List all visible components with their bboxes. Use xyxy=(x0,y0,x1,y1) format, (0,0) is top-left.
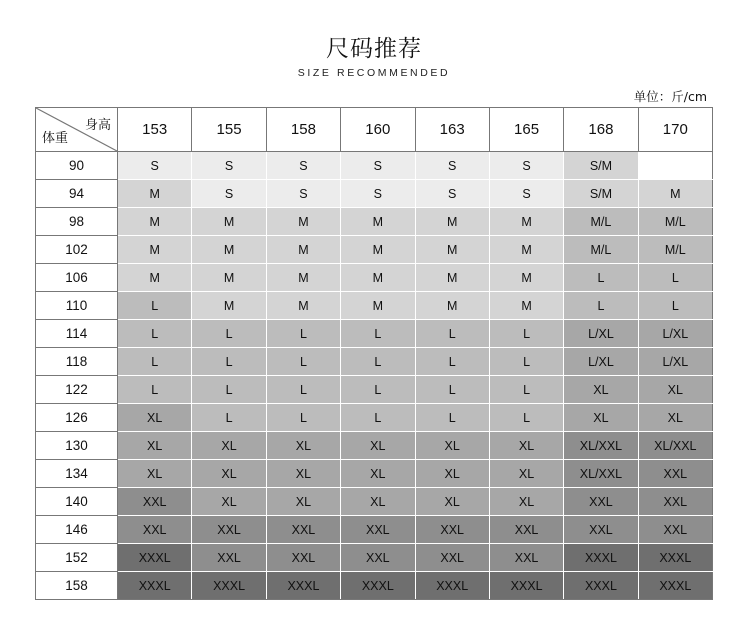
table-row xyxy=(36,432,713,460)
size-cell: S/M xyxy=(564,152,638,180)
size-cell: XXXL xyxy=(564,572,638,600)
size-cell: XL xyxy=(341,488,415,516)
size-cell: S xyxy=(192,152,266,180)
size-cell: M/L xyxy=(564,208,638,236)
size-cell: XL/XXL xyxy=(564,460,638,488)
size-cell: L xyxy=(266,348,340,376)
height-header-cell: 155 xyxy=(192,108,266,152)
size-cell: XL/XXL xyxy=(564,432,638,460)
size-cell: XL xyxy=(489,488,563,516)
size-cell: M xyxy=(341,264,415,292)
size-cell: XXL xyxy=(638,516,712,544)
size-cell: S xyxy=(489,180,563,208)
size-cell: XXL xyxy=(341,516,415,544)
table-row xyxy=(36,208,713,236)
size-cell: L xyxy=(192,376,266,404)
size-cell: L xyxy=(118,348,192,376)
table-row xyxy=(36,320,713,348)
size-cell: XXL xyxy=(638,460,712,488)
table-row xyxy=(36,292,713,320)
size-cell: XXXL xyxy=(564,544,638,572)
size-cell: M xyxy=(266,292,340,320)
size-cell: L xyxy=(118,320,192,348)
weight-cell: 130 xyxy=(36,432,118,460)
size-cell: XXL xyxy=(489,516,563,544)
size-cell: M xyxy=(341,292,415,320)
weight-cell: 126 xyxy=(36,404,118,432)
weight-cell: 90 xyxy=(36,152,118,180)
size-cell: L xyxy=(489,404,563,432)
size-cell: L xyxy=(266,320,340,348)
size-cell: S xyxy=(489,152,563,180)
size-cell: M xyxy=(118,208,192,236)
size-cell: L xyxy=(415,376,489,404)
size-cell: L xyxy=(415,348,489,376)
size-cell: M xyxy=(118,264,192,292)
size-cell: M xyxy=(118,180,192,208)
size-cell: L xyxy=(638,264,712,292)
size-cell: M xyxy=(192,236,266,264)
size-cell: XL xyxy=(192,488,266,516)
size-cell: XL xyxy=(564,376,638,404)
size-cell: L/XL xyxy=(638,320,712,348)
size-cell: XL xyxy=(415,488,489,516)
table-row xyxy=(36,264,713,292)
size-cell: M xyxy=(415,292,489,320)
size-cell: L xyxy=(415,320,489,348)
size-cell: S xyxy=(118,152,192,180)
size-cell: M xyxy=(266,264,340,292)
size-cell: L xyxy=(564,264,638,292)
weight-cell: 94 xyxy=(36,180,118,208)
size-cell: XXL xyxy=(118,488,192,516)
size-cell: M xyxy=(638,180,712,208)
size-cell: XL xyxy=(564,404,638,432)
size-cell: XL xyxy=(118,460,192,488)
height-header-cell: 170 xyxy=(638,108,712,152)
size-cell: XL xyxy=(638,404,712,432)
size-cell: M xyxy=(192,264,266,292)
table-row xyxy=(36,572,713,600)
size-cell: XL xyxy=(341,460,415,488)
size-cell: L xyxy=(489,320,563,348)
size-cell: L xyxy=(341,320,415,348)
weight-cell: 140 xyxy=(36,488,118,516)
size-cell: XL xyxy=(489,460,563,488)
size-cell: S xyxy=(415,152,489,180)
weight-cell: 152 xyxy=(36,544,118,572)
size-cell: L xyxy=(489,348,563,376)
size-cell: S xyxy=(266,180,340,208)
size-cell: L/XL xyxy=(638,348,712,376)
table-row xyxy=(36,516,713,544)
size-cell: XXL xyxy=(489,544,563,572)
size-cell: L xyxy=(489,376,563,404)
size-cell: M xyxy=(415,264,489,292)
size-chart-table xyxy=(35,107,713,600)
size-cell: L xyxy=(192,348,266,376)
size-cell: XXL xyxy=(415,544,489,572)
weight-cell: 98 xyxy=(36,208,118,236)
size-cell: XL xyxy=(118,404,192,432)
page-subtitle: SIZE RECOMMENDED xyxy=(297,67,451,79)
size-cell: XXXL xyxy=(489,572,563,600)
size-cell: M xyxy=(489,264,563,292)
size-cell: XL xyxy=(192,460,266,488)
height-header-cell: 158 xyxy=(266,108,340,152)
size-cell: M xyxy=(489,236,563,264)
size-cell: L xyxy=(266,376,340,404)
size-cell: XL xyxy=(489,432,563,460)
size-cell: L/XL xyxy=(564,320,638,348)
size-cell: XXXL xyxy=(118,572,192,600)
size-cell: M xyxy=(489,208,563,236)
weight-cell: 102 xyxy=(36,236,118,264)
weight-cell: 118 xyxy=(36,348,118,376)
size-cell: L xyxy=(341,376,415,404)
size-chart-body xyxy=(36,152,713,600)
size-cell: S xyxy=(192,180,266,208)
weight-axis-label: 体重 xyxy=(42,131,69,146)
height-axis-label: 身高 xyxy=(84,118,111,133)
size-cell: XXL xyxy=(118,516,192,544)
size-cell: XL xyxy=(415,460,489,488)
size-cell: L xyxy=(266,404,340,432)
size-cell: S/M xyxy=(564,180,638,208)
size-cell: S xyxy=(341,152,415,180)
size-cell: M xyxy=(266,236,340,264)
size-cell: XL xyxy=(341,432,415,460)
weight-cell: 114 xyxy=(36,320,118,348)
table-row xyxy=(36,488,713,516)
size-cell: L xyxy=(564,292,638,320)
size-cell: XXL xyxy=(266,516,340,544)
size-cell: XXXL xyxy=(638,572,712,600)
table-row xyxy=(36,180,713,208)
size-cell: XXXL xyxy=(638,544,712,572)
table-row xyxy=(36,404,713,432)
size-cell: L/XL xyxy=(564,348,638,376)
size-cell: XXL xyxy=(415,516,489,544)
size-cell: XL/XXL xyxy=(638,432,712,460)
page-title: 尺码推荐 xyxy=(326,36,422,62)
size-cell: L xyxy=(638,292,712,320)
size-cell: M xyxy=(415,208,489,236)
size-cell: L xyxy=(415,404,489,432)
size-cell: M xyxy=(118,236,192,264)
weight-cell: 146 xyxy=(36,516,118,544)
size-cell: M xyxy=(415,236,489,264)
size-cell: XL xyxy=(266,460,340,488)
size-cell: XXL xyxy=(564,488,638,516)
weight-cell: 122 xyxy=(36,376,118,404)
height-header-cell: 168 xyxy=(564,108,638,152)
size-cell: L xyxy=(341,404,415,432)
size-cell: M/L xyxy=(638,236,712,264)
size-cell: XXXL xyxy=(192,572,266,600)
size-cell: XXL xyxy=(638,488,712,516)
weight-cell: 106 xyxy=(36,264,118,292)
table-row xyxy=(36,152,713,180)
unit-label: 单位：斤/cm xyxy=(633,89,707,104)
height-header-cell: 160 xyxy=(341,108,415,152)
size-cell: XXL xyxy=(192,516,266,544)
size-cell: L xyxy=(118,376,192,404)
size-cell: XL xyxy=(118,432,192,460)
height-header-row xyxy=(36,108,713,152)
height-header-cell: 163 xyxy=(415,108,489,152)
size-cell: XXXL xyxy=(341,572,415,600)
size-cell: S xyxy=(266,152,340,180)
height-header-cell: 165 xyxy=(489,108,563,152)
size-cell: XL xyxy=(266,488,340,516)
height-header-cell: 153 xyxy=(118,108,192,152)
size-cell: M xyxy=(341,208,415,236)
size-cell: M xyxy=(266,208,340,236)
size-cell: M xyxy=(489,292,563,320)
size-cell: L xyxy=(192,404,266,432)
table-row xyxy=(36,460,713,488)
table-row xyxy=(36,544,713,572)
size-cell: XL xyxy=(415,432,489,460)
size-cell: M/L xyxy=(638,208,712,236)
size-cell: S xyxy=(415,180,489,208)
size-cell: XL xyxy=(192,432,266,460)
size-cell: XXL xyxy=(564,516,638,544)
corner-header-cell xyxy=(36,108,118,152)
weight-cell: 110 xyxy=(36,292,118,320)
size-cell: XXXL xyxy=(118,544,192,572)
weight-cell: 134 xyxy=(36,460,118,488)
size-cell: XL xyxy=(266,432,340,460)
size-cell: XXXL xyxy=(415,572,489,600)
size-cell: M xyxy=(192,208,266,236)
table-row xyxy=(36,348,713,376)
size-cell: XXL xyxy=(341,544,415,572)
table-row xyxy=(36,236,713,264)
size-cell xyxy=(638,152,712,180)
size-cell: S xyxy=(341,180,415,208)
size-cell: L xyxy=(118,292,192,320)
size-cell: M xyxy=(192,292,266,320)
size-cell: M xyxy=(341,236,415,264)
weight-cell: 158 xyxy=(36,572,118,600)
size-cell: XXL xyxy=(192,544,266,572)
size-cell: XL xyxy=(638,376,712,404)
size-cell: L xyxy=(341,348,415,376)
size-cell: L xyxy=(192,320,266,348)
size-cell: XXL xyxy=(266,544,340,572)
size-cell: M/L xyxy=(564,236,638,264)
table-row xyxy=(36,376,713,404)
size-cell: XXXL xyxy=(266,572,340,600)
